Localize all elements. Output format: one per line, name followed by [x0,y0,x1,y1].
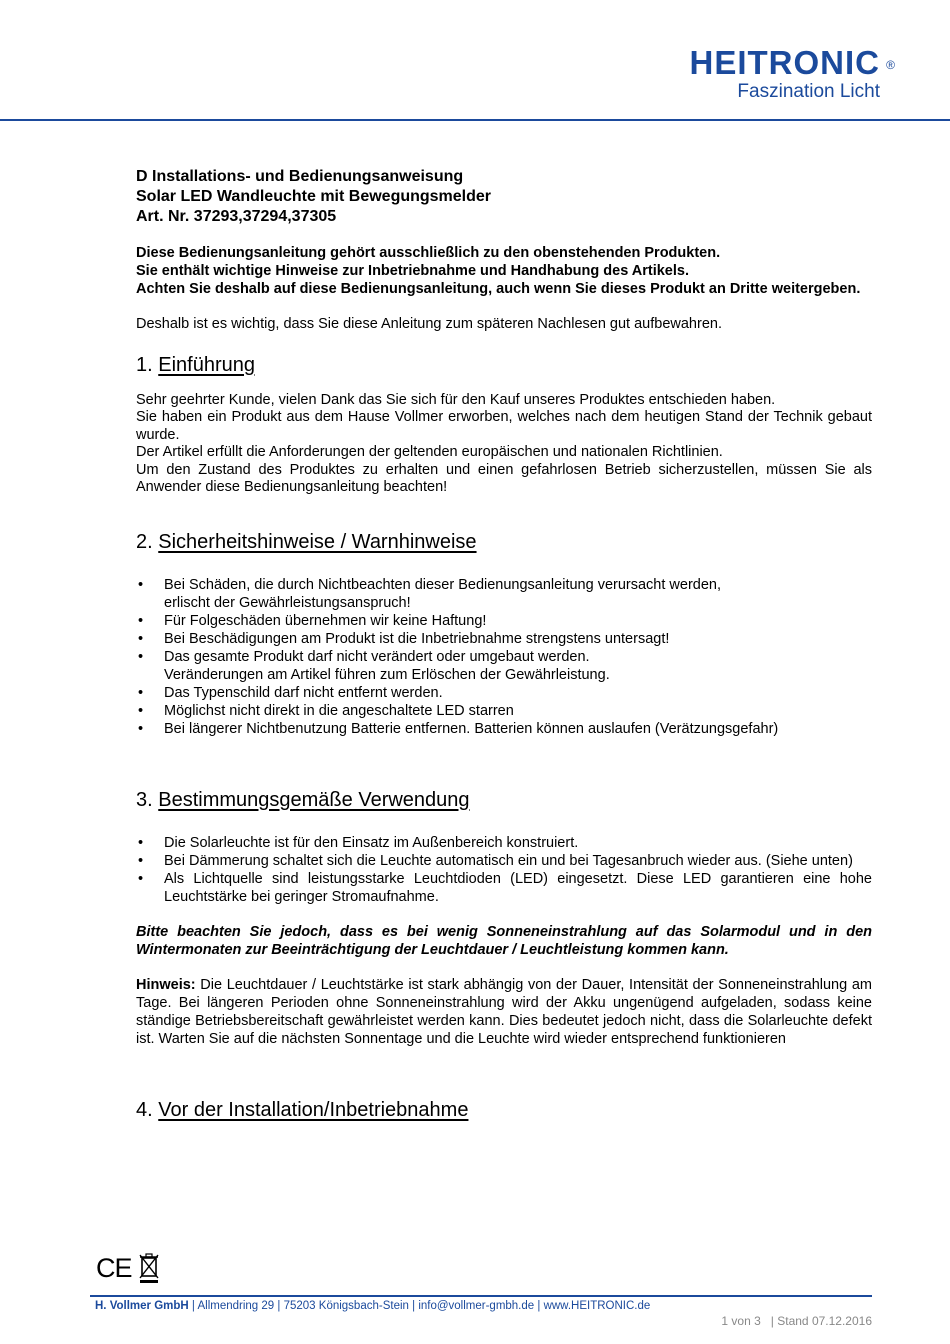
section-1-title: Einführung [158,353,255,376]
list-item [136,720,872,738]
intro-line-2: Sie enthält wichtige Hinweise zur Inbetriebnahme und Handhabung des Artikels. [136,263,689,279]
brand-tagline: Faszination Licht [737,81,880,102]
title-line-2: Solar LED Wandleuchte mit Bewegungsmelder [136,188,492,205]
title-line-1: D Installations- und Bedienungsanweisung [136,168,464,185]
ce-mark: CE [96,1253,132,1283]
weee-bin-icon [138,1252,160,1284]
section-2-number: 2. [136,530,153,553]
footer-address: Allmendring 29 [197,1300,275,1312]
section-1-para-2: Sie haben ein Produkt aus dem Hause Vollmer erworben, welches nach dem heutigen Stand der Technik gebaut wurde. [136,409,872,443]
intro-line-3: Achten Sie deshalb auf diese Bedienungsanleitung, auch wenn Sie dieses Produkt an Dritte weitergeben. [136,281,861,297]
brand-logo [689,44,896,103]
title-line-3: Art. Nr. 37293,37294,37305 [136,208,337,225]
usage-note [136,976,872,1048]
section-1-para-1: Sehr geehrter Kunde, vielen Dank das Sie sich für den Kauf unseres Produktes entschieden haben. [136,391,776,408]
section-1-para-4: Um den Zustand des Produktes zu erhalten und einen gefahrlosen Betrieb sicherzustellen, müssen Sie als Anwender diese Bedienungsanleitung beachten! [136,461,872,495]
section-1-number: 1. [136,353,153,376]
intro-keep-note: Deshalb ist es wichtig, dass Sie diese Anleitung zum späteren Nachlesen gut aufbewahren. [136,316,722,332]
list-item: • Die Solarleuchte ist für den Einsatz im Außenbereich konstruiert. [136,834,872,852]
list-item: • Als Lichtquelle sind leistungsstarke Leuchtdioden (LED) eingesetzt. Diese LED garantieren eine hohe Leuchtstärke bei geringer Stromaufnahme. [136,870,872,906]
list-item [136,684,872,702]
section-3-heading [136,788,872,812]
note-text: Die Leuchtdauer / Leuchtstärke ist stark abhängig von der Dauer, Intensität der Sonneneinstrahlung am Tage. Bei längeren Perioden ohne Sonneneinstrahlung wird der Akku ungenügend aufgeladen, sodass keine ständige Betriebsbereitschaft gewährleistet werden kann. Dies bedeutet jedoch nicht, dass die Solarleuchte defekt ist. Warten Sie auf die nächsten Sonnentage und die Leuchte wird wieder entsprechend funktionieren [136,976,872,1047]
list-item-text: • Möglichst nicht direkt in die angeschaltete LED starren [164,702,514,719]
footer-website[interactable]: www.HEITRONIC.de [543,1300,651,1312]
list-item [136,702,872,720]
footer-city: 75203 Königsbach-Stein [283,1300,409,1312]
usage-warning: Bitte beachten Sie jedoch, dass es bei wenig Sonneneinstrahlung auf das Solarmodul und in den Wintermonaten zur Beeinträchtigung der Leuchtdauer / Leuchtleistung kommen kann. [136,923,872,958]
list-item [136,648,872,684]
intro-line-1: Diese Bedienungsanleitung gehört ausschließlich zu den obenstehenden Produkten. [136,245,721,261]
list-item-text: • Bei Schäden, die durch Nichtbeachten dieser Bedienungsanleitung verursacht werden, [164,576,721,593]
section-2-title: Sicherheitshinweise / Warnhinweise [158,530,477,553]
document-title [136,167,872,227]
footer-marks [96,1252,160,1284]
page-number: 1 von 3 [721,1314,761,1328]
document-date: | Stand 07.12.2016 [770,1314,872,1328]
list-item [136,576,872,612]
list-item-text: • Das Typenschild darf nicht entfernt werden. [164,684,443,701]
list-item-text: • Das gesamte Produkt darf nicht verändert oder umgebaut werden. [164,648,590,665]
list-item-text-cont: erlischt der Gewährleistungsanspruch! [164,594,411,611]
list-item [136,612,872,630]
footer-company: H. Vollmer GmbH [95,1300,189,1312]
section-4-title: Vor der Installation/Inbetriebnahme [158,1098,469,1121]
note-label: Hinweis: [136,976,196,993]
header-divider [0,119,950,121]
section-3-number: 3. [136,788,153,811]
section-1-body [136,392,872,497]
list-item-text-cont: Veränderungen am Artikel führen zum Erlöschen der Gewährleistung. [164,666,610,683]
registered-mark: ® [886,58,896,72]
footer-contact: H. Vollmer GmbH | Allmendring 29 | 75203 Königsbach-Stein | info@vollmer-gmbh.de | www.HEITRONIC.de [95,1300,651,1312]
page-info [721,1314,872,1328]
list-item-text: • Bei längerer Nichtbenutzung Batterie entfernen. Batterien können auslaufen (Verätzungsgefahr) [164,720,779,737]
list-item [136,630,872,648]
footer-email[interactable]: info@vollmer-gmbh.de [418,1300,535,1312]
usage-list [136,834,872,906]
footer-divider [90,1295,872,1297]
list-item-text: • Bei Beschädigungen am Produkt ist die Inbetriebnahme strengstens untersagt! [164,630,670,647]
section-4-heading [136,1098,872,1122]
section-1-heading [136,353,872,377]
section-3-title: Bestimmungsgemäße Verwendung [158,788,470,811]
intro-block [136,244,872,298]
brand-name: HEITRONIC [689,44,880,81]
document-body [136,167,872,1122]
list-item: • Bei Dämmerung schaltet sich die Leuchte automatisch ein und bei Tagesanbruch wieder aus. (Siehe unten) [136,852,872,870]
list-item-text: • Für Folgeschäden übernehmen wir keine Haftung! [164,612,487,629]
section-1-para-3: Der Artikel erfüllt die Anforderungen der geltenden europäischen und nationalen Richtlinien. [136,444,723,460]
safety-list [136,576,872,738]
section-4-number: 4. [136,1098,153,1121]
section-2-heading [136,530,872,554]
